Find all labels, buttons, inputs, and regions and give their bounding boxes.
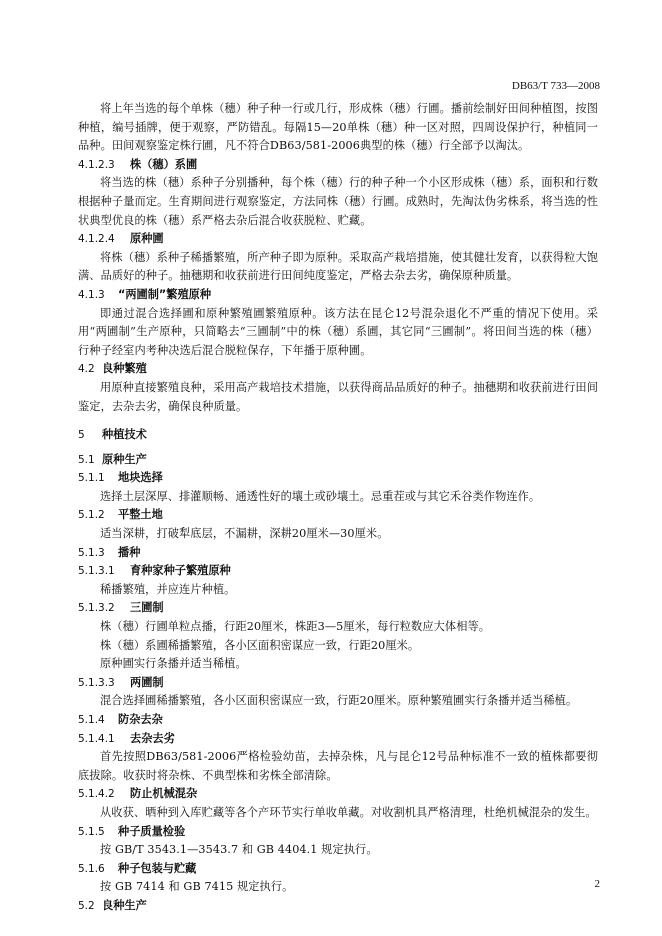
section-number: 5.1.3.3 [78, 676, 115, 689]
section-number: 4.2 [78, 363, 95, 376]
section-title: 原种生产 [102, 452, 147, 466]
section-title: 育种家种子繁殖原种 [130, 564, 231, 578]
section-number: 4.1.3 [78, 288, 105, 301]
paragraph: 株（穗）行圃单粒点播，行距20厘米，株距3—5厘米，每行粒数应大体相等。 [100, 620, 491, 634]
section-heading [78, 711, 598, 730]
section-title: 种子包装与贮藏 [118, 861, 197, 875]
section-number: 5.1.3.1 [78, 565, 115, 578]
section-number: 5.1.5 [78, 825, 105, 838]
section-title: 种子质量检验 [118, 824, 186, 838]
section-heading [78, 230, 598, 249]
section-number: 4.1.2.3 [78, 158, 115, 171]
section-heading [78, 599, 598, 618]
section-title: 去杂去劣 [130, 731, 175, 745]
section-title: 株（穗）系圃 [130, 157, 198, 171]
section-heading [78, 156, 598, 175]
paragraph: 株（穗）系圃稀播繁殖，各小区面积密谋应一致，行距20厘米。 [100, 638, 420, 652]
section-title: “两圃制”繁殖原种 [118, 287, 212, 301]
section-heading [78, 562, 598, 581]
section-title: 种植技术 [102, 428, 147, 442]
section-number: 5.1.4 [78, 714, 105, 726]
page-number: 2 [594, 878, 600, 890]
section-number: 5.1.2 [78, 509, 105, 522]
chapter-heading [78, 426, 598, 445]
paragraph: 将上年当选的每个单株（穗）种子种一行或几行，形成株（穗）行圃。播前绘制好田间种植图，按图种植，编号插牌，便于观察，严防错乱。每隔15—20单株（穗）种一区对照，四周设保护行，种植同一品种。田间观察鉴定株行圃，凡不符合DB63/581-2006典型的株（穗）行全部予以淘汰。 [78, 102, 598, 153]
standard-code: DB63/T 733—2008 [511, 80, 600, 92]
paragraph: 稀播繁殖，并应连片种植。 [100, 582, 236, 596]
paragraph: 用原种直接繁殖良种，采用高产栽培技术措施，以获得商品品质好的种子。抽穗期和收获前进行田间鉴定，去杂去劣，确保良种质量。 [78, 380, 598, 413]
section-number: 5.1.4.1 [78, 732, 115, 745]
paragraph: 即通过混合选择圃和原种繁殖圃繁殖原种。该方法在昆仑12号混杂退化不严重的情况下使用。采用“两圃制”生产原种，只简略去“三圃制”中的株（穗）系圃，其它同“三圃制”。将田间当选的株（穗）行种子经室内考种决选后混合脱粒保存，下年播于原种圃。 [78, 306, 598, 357]
document-body [78, 100, 598, 916]
section-number: 4.1.2.4 [78, 233, 115, 246]
section-title: 播种 [118, 545, 141, 559]
section-number: 5.1.1 [78, 472, 105, 485]
section-title: 良种生产 [102, 898, 147, 912]
paragraph: 选择土层深厚、排灌顺畅、通透性好的壤土或砂壤土。忌重茬或与其它禾谷类作物连作。 [100, 489, 541, 503]
section-heading [78, 730, 598, 749]
section-title: 平整土地 [118, 508, 163, 522]
section-title: 两圃制 [130, 675, 164, 689]
section-number: 5.1 [78, 453, 95, 466]
paragraph: 按 GB/T 3543.1—3543.7 和 GB 4404.1 规定执行。 [100, 843, 378, 857]
section-heading [78, 897, 598, 916]
section-number: 5.1.4.2 [78, 788, 115, 801]
section-title: 防杂去杂 [118, 713, 163, 726]
section-title: 防止机械混杂 [130, 787, 198, 801]
paragraph: 适当深耕，打破犁底层，不漏耕，深耕20厘米—30厘米。 [100, 527, 389, 541]
paragraph: 从收获、晒种到入库贮藏等各个产环节实行单收单藏。对收割机具严格清理，杜绝机械混杂的发生。 [100, 805, 597, 819]
section-heading [78, 506, 598, 525]
paragraph: 混合选择圃稀播繁殖，各小区面积密谋应一致，行距20厘米。原种繁殖圃实行条播并适当稀植。 [100, 694, 578, 708]
section-heading [78, 360, 598, 379]
paragraph: 将当选的株（穗）系种子分别播种，每个株（穗）行的种子种一个小区形成株（穗）系，面积和行数根据种子量而定。生育期间进行观察鉴定，方法同株（穗）行圃。成熟时，先淘汰伪劣株系，将当选的性状典型优良的株（穗）系严格去杂后混合收获脱粒、贮藏。 [78, 176, 598, 227]
section-heading [78, 544, 598, 563]
paragraph: 按 GB 7414 和 GB 7415 规定执行。 [100, 880, 294, 894]
section-heading [78, 469, 598, 488]
section-heading [78, 785, 598, 804]
section-heading [78, 286, 598, 305]
section-number: 5 [78, 429, 85, 442]
section-number: 5.1.6 [78, 862, 105, 875]
paragraph: 首先按照DB63/581-2006严格检验幼苗，去掉杂株，凡与昆仑12号品种标准不一致的植株都要彻底拔除。收获时将杂株、不典型株和劣株全部清除。 [78, 750, 598, 782]
section-number: 5.1.3 [78, 546, 105, 559]
section-heading [78, 451, 598, 470]
section-heading [78, 860, 598, 879]
section-title: 原种圃 [130, 232, 164, 246]
section-heading [78, 674, 598, 693]
paragraph: 原种圃实行条播并适当稀植。 [100, 657, 247, 671]
section-title: 三圃制 [130, 601, 164, 615]
paragraph: 将株（穗）系种子稀播繁殖，所产种子即为原种。采取高产栽培措施，使其健壮发育，以获得粒大饱满、品质好的种子。抽穗期和收获前进行田间纯度鉴定，严格去杂去劣，确保原种质量。 [78, 250, 598, 283]
section-number: 5.2 [78, 899, 95, 912]
section-title: 地块选择 [118, 471, 163, 485]
section-heading [78, 823, 598, 842]
section-title: 良种繁殖 [102, 362, 147, 376]
section-number: 5.1.3.2 [78, 602, 115, 615]
